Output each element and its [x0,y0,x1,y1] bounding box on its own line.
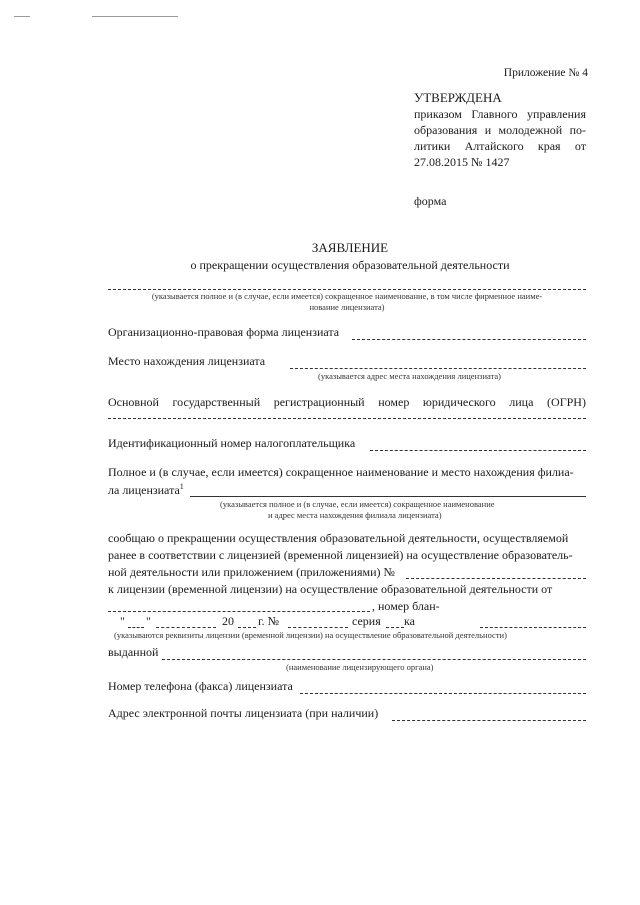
location-note: (указывается адрес места нахождения лицензиата) [318,371,502,381]
approval-line-3 [414,138,586,154]
ogrn-word: юридического [422,395,496,409]
ogrn-word: номер [378,395,410,409]
body-line-1: сообщаю о прекращении осуществления образовательной деятельности, осуществляемой [108,531,569,545]
inn-label: Идентификационный номер налогоплательщика [108,436,356,450]
license-date-blank[interactable] [108,611,370,612]
body-line-3: ной деятельности или приложением (приложениями) № [108,565,395,579]
approval-word: по- [569,123,586,137]
ogrn-word: (ОГРН) [547,395,586,409]
scan-artifact [92,16,178,17]
appendix-number-blank[interactable] [406,578,586,579]
phone-blank[interactable] [300,693,586,694]
approval-word: образования [414,123,478,137]
branch-note-1: (указывается полное и (в случае, если имеется) сокращенное наименование [220,499,495,509]
approval-block [414,90,586,170]
approval-word: края [537,139,561,153]
legal-form-blank[interactable] [352,339,586,340]
ogrn-word: государственный [172,395,261,409]
location-blank[interactable] [290,368,586,369]
branch-label-1: Полное и (в случае, если имеется) сокращенное наименование и место нахождения филиа- [108,465,574,479]
approval-word: Алтайского [464,139,524,153]
approval-word: управления [527,107,586,121]
approval-word: от [574,139,586,153]
quote-close: " [146,614,151,628]
approval-line-4: 27.08.2015 № 1427 [414,155,510,169]
name-note-1: (указывается полное и (в случае, если имеется) сокращенное наименование, в том числе фирменное наиме- [151,291,543,301]
inn-blank[interactable] [370,450,586,451]
ogrn-blank[interactable] [108,418,586,419]
approval-word: молодежной [498,123,563,137]
form-number-blank[interactable] [480,627,586,628]
issued-label: выданной [108,645,159,659]
approval-word: приказом [414,107,462,121]
name-note-2: нование лицензиата) [309,302,385,312]
ogrn-label [108,395,586,410]
branch-label-2-text: ла лицензиата [108,483,180,497]
form-label: форма [414,194,447,208]
quote-open: " [120,614,125,628]
ogrn-word: лица [509,395,534,409]
approval-word: и [484,123,492,137]
approval-line-2 [414,122,586,138]
document-title: ЗАЯВЛЕНИЕ [311,240,389,255]
legal-form-label: Организационно-правовая форма лицензиата [108,325,340,339]
day-blank[interactable] [128,627,144,628]
body-line-4: к лицензии (временной лицензии) на осуществление образовательной деятельности от [108,582,553,596]
year-blank[interactable] [238,627,256,628]
email-label: Адрес электронной почты лицензиата (при наличии) [108,706,379,720]
approval-title: УТВЕРЖДЕНА [414,90,502,105]
license-note: (указываются реквизиты лицензии (временной лицензии) на осуществление образовательной деятельности) [114,630,507,640]
document-subtitle: о прекращении осуществления образовательной деятельности [190,258,510,272]
location-label: Место нахождения лицензиата [108,354,266,368]
organ-note: (наименование лицензирующего органа) [286,662,434,672]
ogrn-word: Основной [108,395,159,409]
email-blank[interactable] [392,720,586,721]
ka-label: ка [404,614,415,628]
month-blank[interactable] [156,627,216,628]
body-line-5-end: , номер блан- [372,599,440,613]
year-prefix: 20 [222,614,234,628]
branch-label-2 [108,482,184,498]
body-line-2: ранее в соответствии с лицензией (временной лицензией) на осуществление образователь- [108,548,573,562]
approval-word: литики [414,139,451,153]
name-blank[interactable] [108,289,586,290]
footnote-marker: 1 [179,482,184,491]
phone-label: Номер телефона (факса) лицензиата [108,679,293,693]
branch-blank[interactable] [190,496,586,497]
series-label: серия [352,614,381,628]
branch-note-2: и адрес места нахождения филиала лицензиата) [268,510,442,520]
scan-artifact [14,16,30,17]
approval-word: Главного [471,107,518,121]
ogrn-word: регистрационный [273,395,365,409]
license-number-blank[interactable] [288,627,348,628]
approval-line-1 [414,106,586,122]
issued-blank[interactable] [162,659,586,660]
appendix-label: Приложение № 4 [503,67,588,79]
g-number-label: г. № [258,614,280,628]
series-blank[interactable] [386,627,404,628]
